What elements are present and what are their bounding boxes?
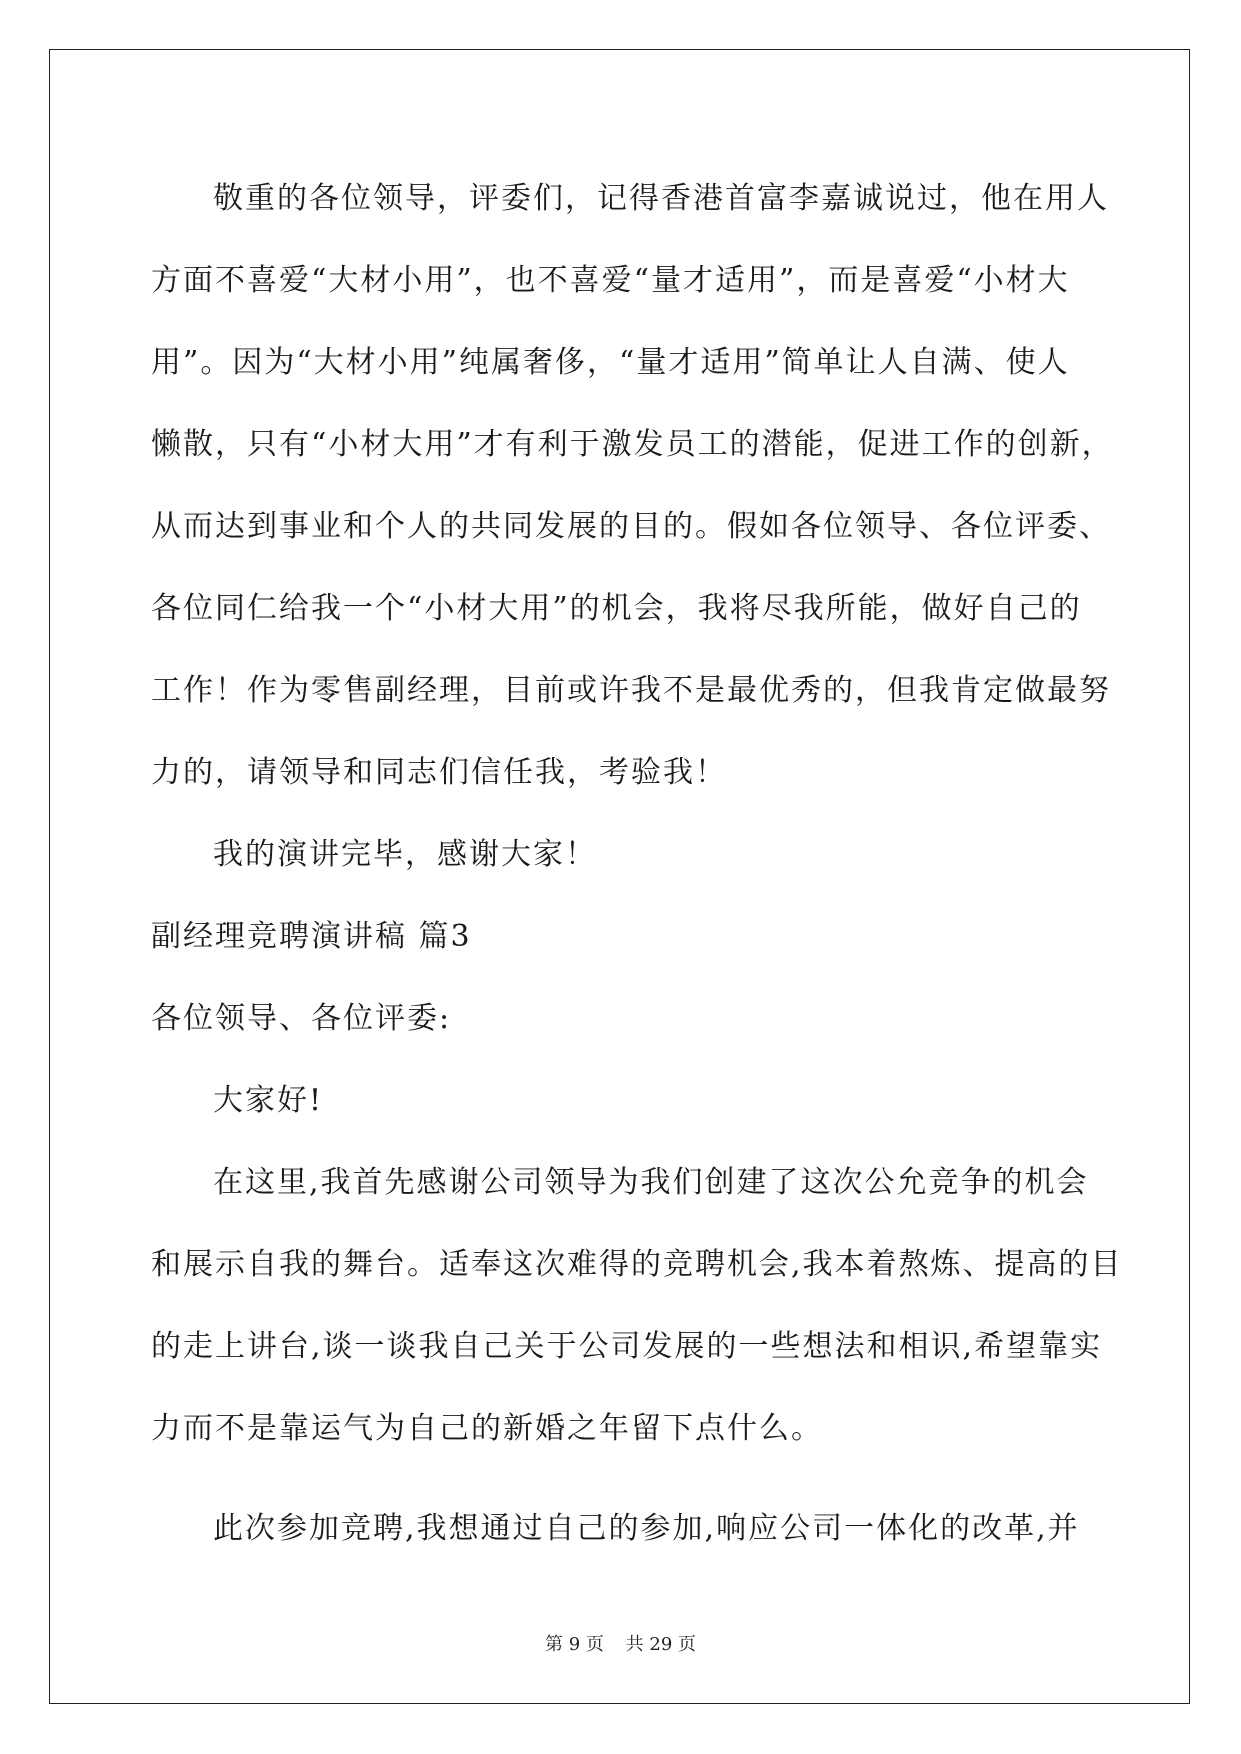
greeting: 大家好! xyxy=(213,1083,324,1118)
closing-line: 我的演讲完毕，感谢大家！ xyxy=(213,837,597,872)
paragraph-line: 力而不是靠运气为自己的新婚之年留下点什么。 xyxy=(151,1411,823,1446)
document-body xyxy=(151,158,1123,1570)
paragraph-line: 方面不喜爱“大材小用”，也不喜爱“量才适用”，而是喜爱“小材大 xyxy=(151,263,1070,298)
salutation: 各位领导、各位评委: xyxy=(151,1001,452,1036)
paragraph-line: 在这里,我首先感谢公司领导为我们创建了这次公允竞争的机会 xyxy=(213,1165,1089,1200)
paragraph-line: 各位同仁给我一个“小材大用”的机会，我将尽我所能，做好自己的 xyxy=(151,591,1082,626)
paragraph-line: 此次参加竞聘,我想通过自己的参加,响应公司一体化的改革,并 xyxy=(213,1511,1080,1546)
paragraph-line: 工作！作为零售副经理，目前或许我不是最优秀的，但我肯定做最努 xyxy=(151,673,1111,708)
section-heading: 副经理竞聘演讲稿 篇3 xyxy=(151,919,472,954)
page-total: 共 29 页 xyxy=(625,1634,696,1655)
page-footer xyxy=(0,1630,1241,1656)
paragraph-line: 从而达到事业和个人的共同发展的目的。假如各位领导、各位评委、 xyxy=(151,509,1111,544)
page-number: 第 9 页 xyxy=(545,1634,604,1655)
paragraph-line: 用”。因为“大材小用”纯属奢侈，“量才适用”简单让人自满、使人 xyxy=(151,345,1070,380)
paragraph-line: 敬重的各位领导，评委们，记得香港首富李嘉诚说过，他在用人 xyxy=(213,181,1109,216)
paragraph-line: 力的，请领导和同志们信任我，考验我！ xyxy=(151,755,727,790)
paragraph-line: 懒散，只有“小材大用”才有利于激发员工的潜能，促进工作的创新， xyxy=(151,427,1114,462)
paragraph-line: 和展示自我的舞台。适奉这次难得的竞聘机会,我本着熬炼、提高的目 xyxy=(151,1247,1123,1282)
paragraph-line: 的走上讲台,谈一谈我自己关于公司发展的一些想法和相识,希望靠实 xyxy=(151,1329,1103,1364)
